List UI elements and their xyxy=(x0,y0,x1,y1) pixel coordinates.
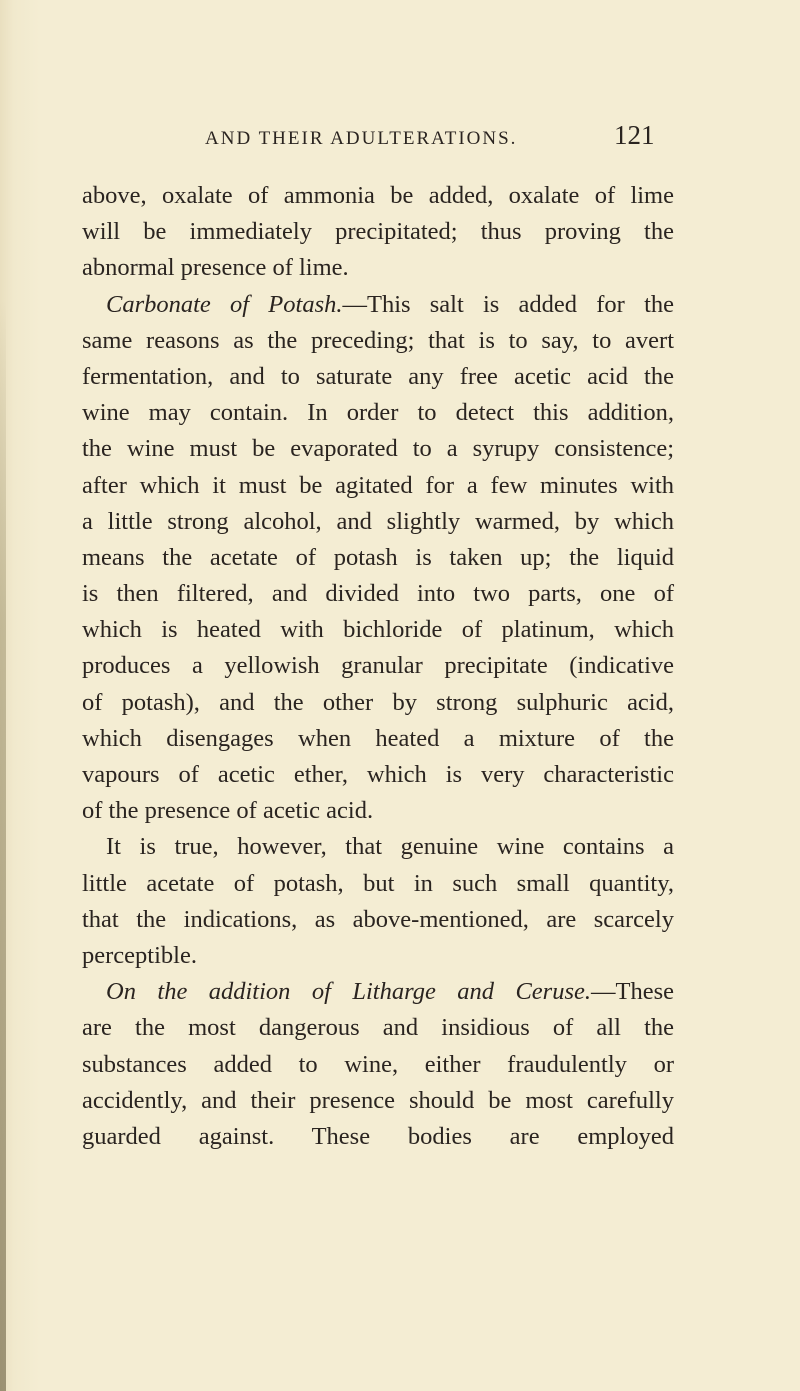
text-line: are the most dangerous and insidious of all the xyxy=(82,1014,674,1042)
text-line: will be immediately precipitated; thus proving the xyxy=(82,218,674,246)
running-head: AND THEIR ADULTERATIONS. xyxy=(205,128,518,149)
text-line: It is true, however, that genuine wine contains a xyxy=(106,833,674,861)
section-heading: Carbonate of Potash. xyxy=(106,290,343,318)
text-line: that the indications, as above-mentioned, are scarcely xyxy=(82,905,674,933)
text-line: of potash), and the other by strong sulphuric acid, xyxy=(82,688,674,716)
text-line: perceptible. xyxy=(82,941,197,969)
text-line: which is heated with bichloride of platinum, which xyxy=(82,616,674,644)
section-heading: On the addition of Litharge and Ceruse. xyxy=(106,978,591,1006)
body-text xyxy=(82,178,674,1155)
text-line: same reasons as the preceding; that is to say, to avert xyxy=(82,326,674,354)
section-heading-line: Carbonate of Potash.—This salt is added for the xyxy=(106,290,674,318)
text-line: is then filtered, and divided into two parts, one of xyxy=(82,580,674,608)
text-line: the wine must be evaporated to a syrupy consistence; xyxy=(82,435,674,463)
text-line: above, oxalate of ammonia be added, oxalate of lime xyxy=(82,182,674,209)
text-line: of the presence of acetic acid. xyxy=(82,797,374,825)
page-edge-shadow xyxy=(0,300,6,1391)
text-line: substances added to wine, either fraudulently or xyxy=(82,1050,674,1078)
text-line: little acetate of potash, but in such small quantity, xyxy=(82,869,674,897)
text-line: guarded against. These bodies are employed xyxy=(82,1122,674,1150)
text-line: vapours of acetic ether, which is very characteristic xyxy=(82,761,674,788)
text-line: fermentation, and to saturate any free acetic acid the xyxy=(82,362,674,390)
text-line: accidently, and their presence should be most carefully xyxy=(82,1086,674,1114)
text-line: which disengages when heated a mixture of the xyxy=(82,724,674,752)
text-line: wine may contain. In order to detect this addition, xyxy=(82,399,674,427)
text-line: means the acetate of potash is taken up; the liquid xyxy=(82,543,674,571)
page-number: 121 xyxy=(614,120,655,150)
section-heading-line: On the addition of Litharge and Ceruse.—These xyxy=(106,978,674,1006)
text-line: abnormal presence of lime. xyxy=(82,254,349,282)
text-line: a little strong alcohol, and slightly warmed, by which xyxy=(82,507,674,535)
text-line: produces a yellowish granular precipitate (indicative xyxy=(82,652,674,680)
text-line: after which it must be agitated for a few minutes with xyxy=(82,471,674,499)
